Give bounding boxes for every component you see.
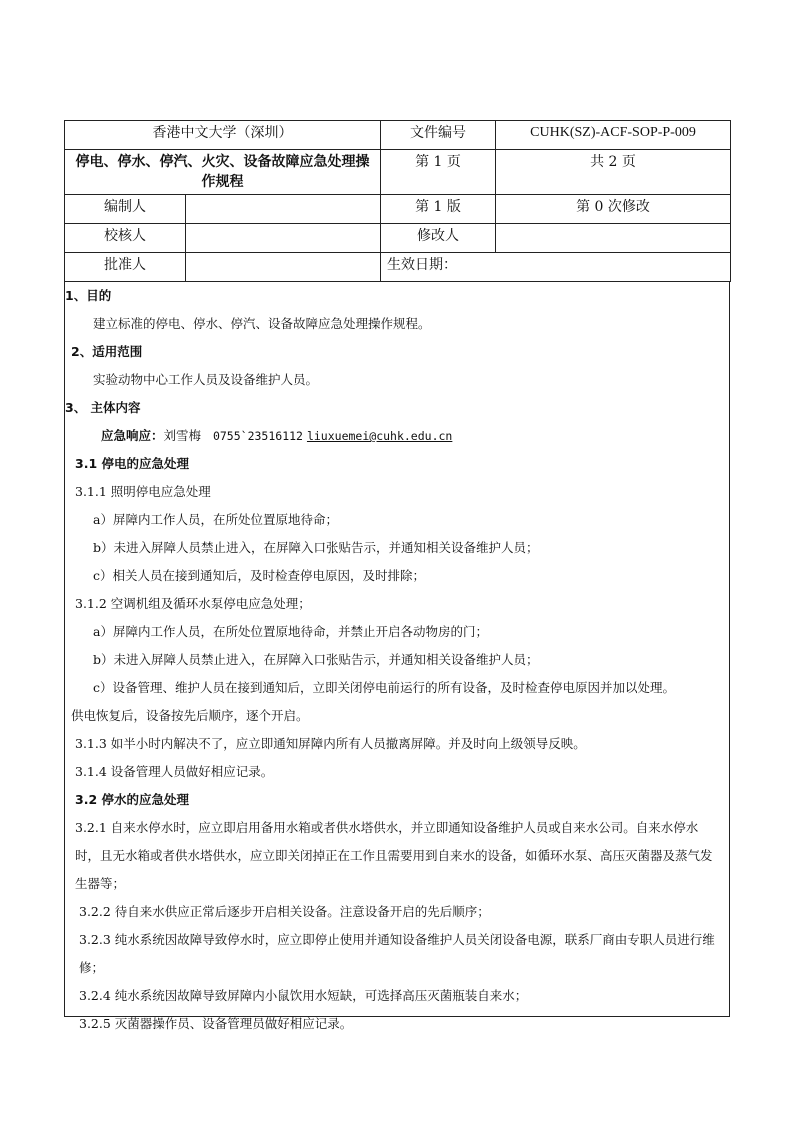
item-3-1-1-a: a）屏障内工作人员，在所处位置原地待命； xyxy=(93,512,338,527)
item-3-1-4: 3.1.4 设备管理人员做好相应记录。 xyxy=(75,764,274,779)
modifier-value xyxy=(496,224,731,253)
emergency-contact: 刘雪梅 xyxy=(163,428,202,443)
doc-number-label: 文件编号 xyxy=(381,121,496,150)
approver-value xyxy=(186,253,381,282)
doc-number: CUHK(SZ)-ACF-SOP-P-009 xyxy=(496,121,731,150)
item-3-1-1-c: c）相关人员在接到通知后，及时检查停电原因，及时排除； xyxy=(93,568,426,583)
total-pages: 共 2 页 xyxy=(496,150,731,195)
section-3-heading: 3、 主体内容 xyxy=(65,400,141,415)
content-body xyxy=(64,282,730,1031)
page-number: 第 1 页 xyxy=(381,150,496,195)
item-3-1-2-a: a）屏障内工作人员，在所处位置原地待命，并禁止开启各动物房的门； xyxy=(93,624,488,639)
item-3-1-2-c: c）设备管理、维护人员在接到通知后，立即关闭停电前运行的所有设备，及时检查停电原因并加以处理。 xyxy=(93,680,676,695)
revision: 第 0 次修改 xyxy=(496,195,731,224)
author-label: 编制人 xyxy=(65,195,186,224)
item-3-1-1-b: b）未进入屏障人员禁止进入，在屏障入口张贴告示，并通知相关设备维护人员； xyxy=(93,540,539,555)
emergency-email-link[interactable]: liuxuemei@cuhk.edu.cn xyxy=(306,429,453,443)
emergency-label: 应急响应： xyxy=(101,428,164,443)
effective-date: 生效日期： xyxy=(381,253,731,282)
institution-name: 香港中文大学（深圳） xyxy=(65,121,381,150)
section-3-1-2-heading: 3.1.2 空调机组及循环水泵停电应急处理； xyxy=(75,596,311,611)
section-3-1-1-heading: 3.1.1 照明停电应急处理 xyxy=(75,484,211,499)
section-2-text: 实验动物中心工作人员及设备维护人员。 xyxy=(93,372,319,387)
author-value xyxy=(186,195,381,224)
section-1-heading: 1、目的 xyxy=(65,288,112,303)
item-3-2-2: 3.2.2 待自来水供应正常后逐步开启相关设备。注意设备开启的先后顺序； xyxy=(79,904,490,919)
sop-document xyxy=(64,120,730,1031)
document-title: 停电、停水、停汽、火灾、设备故障应急处理操作规程 xyxy=(65,150,381,195)
reviewer-label: 校核人 xyxy=(65,224,186,253)
section-2-heading: 2、适用范围 xyxy=(71,344,143,359)
approver-label: 批准人 xyxy=(65,253,186,282)
emergency-phone: 0755`23516112 xyxy=(212,429,303,443)
edition: 第 1 版 xyxy=(381,195,496,224)
item-3-2-5: 3.2.5 灭菌器操作员、设备管理员做好相应记录。 xyxy=(79,1016,353,1031)
item-3-1-2-b: b）未进入屏障人员禁止进入，在屏障入口张贴告示，并通知相关设备维护人员； xyxy=(93,652,539,667)
item-3-1-3: 3.1.3 如半小时内解决不了，应立即通知屏障内所有人员撤离屏障。并及时向上级领导反映。 xyxy=(75,736,586,751)
item-3-2-4: 3.2.4 纯水系统因故障导致屏障内小鼠饮用水短缺，可选择高压灭菌瓶装自来水； xyxy=(79,988,528,1003)
section-3-2-heading: 3.2 停水的应急处理 xyxy=(75,792,189,807)
item-3-2-3: 3.2.3 纯水系统因故障导致停水时，应立即停止使用并通知设备维护人员关闭设备电源，联系厂商由专职人员进行维修； xyxy=(79,932,715,975)
section-1-text: 建立标准的停电、停水、停汽、设备故障应急处理操作规程。 xyxy=(93,316,431,331)
reviewer-value xyxy=(186,224,381,253)
section-3-1-heading: 3.1 停电的应急处理 xyxy=(75,456,189,471)
emergency-contact-line xyxy=(65,422,729,450)
item-3-1-2-c-continued: 供电恢复后，设备按先后顺序，逐个开启。 xyxy=(71,708,309,723)
item-3-2-1: 3.2.1 自来水停水时，应立即启用备用水箱或者供水塔供水，并立即通知设备维护人员或自来水公司。自来水停水时，且无水箱或者供水塔供水，应立即关闭掉正在工作且需要用到自来水的设备，如循环水泵、高压灭菌器及蒸气发生器等； xyxy=(75,820,713,891)
header-table xyxy=(64,120,731,282)
modifier-label: 修改人 xyxy=(381,224,496,253)
